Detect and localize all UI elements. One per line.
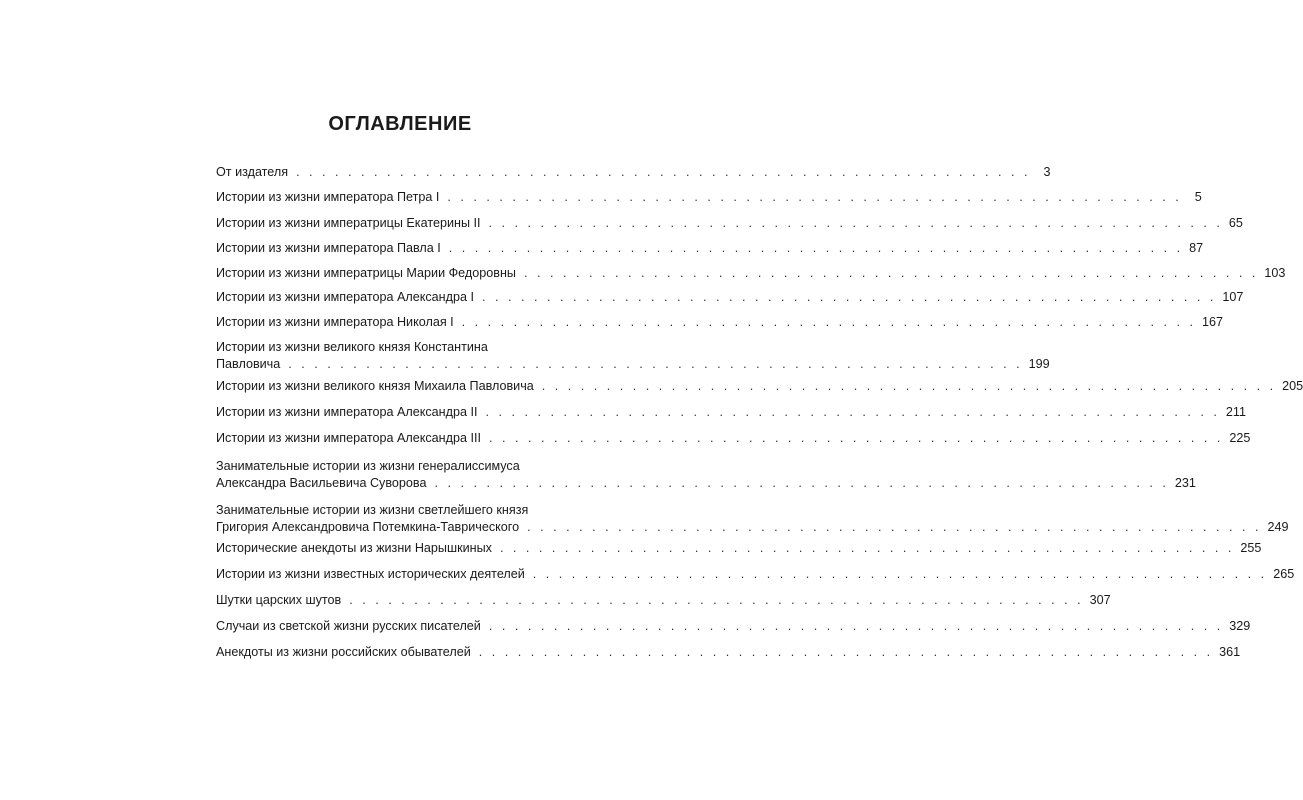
toc-entry-title: Павловича (216, 357, 281, 371)
toc-entry-title: Занимательные истории из жизни светлейшего князя (216, 503, 529, 517)
toc-entry (216, 289, 1244, 306)
toc-entry-title: Истории из жизни императрицы Екатерины II (216, 216, 481, 230)
toc-entry-line (216, 164, 1051, 181)
toc-entry-title: Истории из жизни императора Александра III (216, 431, 481, 445)
dot-leader: . . . . . . . . . . . . . . . . . . . . . . . . . . . . . . . . . . . . . . . . . . . . . . . . . . . . . . . . . (349, 593, 1084, 607)
toc-entry (216, 566, 1295, 583)
toc-page-number: 103 (1264, 266, 1286, 280)
toc-page-number: 211 (1225, 405, 1246, 419)
toc-entry-line (216, 592, 1111, 609)
toc-entry-line (216, 215, 1243, 232)
toc-entry-title: Истории из жизни великого князя Михаила Павловича (216, 379, 534, 393)
toc-entry-title: Истории из жизни императора Александра I (216, 290, 474, 304)
dot-leader: . . . . . . . . . . . . . . . . . . . . . . . . . . . . . . . . . . . . . . . . . . . . . . . . . . . . . . . . . (481, 290, 1217, 304)
dot-leader: . . . . . . . . . . . . . . . . . . . . . . . . . . . . . . . . . . . . . . . . . . . . . . . . . . . . . . . . . (296, 165, 1031, 179)
toc-page-number: 167 (1202, 315, 1224, 329)
toc-entry-title: Шутки царских шутов (216, 593, 342, 607)
toc-entry (216, 404, 1246, 421)
toc-entry-title: От издателя (216, 165, 289, 179)
toc-entry-title: Исторические анекдоты из жизни Нарышкиных (216, 541, 492, 555)
toc-page-number: 249 (1267, 520, 1289, 534)
dot-leader: . . . . . . . . . . . . . . . . . . . . . . . . . . . . . . . . . . . . . . . . . . . . . . . . . . . . . . . . . (478, 645, 1214, 659)
toc-page-number: 307 (1089, 593, 1111, 607)
toc-page-number: 5 (1194, 190, 1202, 204)
toc-entry-title: Занимательные истории из жизни генералиссимуса (216, 459, 520, 473)
toc-entry-title: Истории из жизни императрицы Марии Федоровны (216, 266, 516, 280)
toc-entry-title: Истории из жизни императора Павла I (216, 241, 441, 255)
toc-entry-line (216, 339, 598, 356)
toc-entry (216, 430, 1251, 447)
toc-page-number: 199 (1028, 357, 1050, 371)
toc-entry-line (216, 644, 1241, 661)
dot-leader: . . . . . . . . . . . . . . . . . . . . . . . . . . . . . . . . . . . . . . . . . . . . . . . . . . . . . . . . . (288, 357, 1023, 371)
toc-entry-line (216, 502, 598, 519)
dot-leader: . . . . . . . . . . . . . . . . . . . . . . . . . . . . . . . . . . . . . . . . . . . . . . . . . . . . . . . . . (461, 315, 1197, 329)
toc-entry-line (216, 430, 1251, 447)
toc-entry-line (216, 240, 1204, 257)
toc-page-number: 107 (1222, 290, 1244, 304)
toc-entry-title: Александра Васильевича Суворова (216, 476, 427, 490)
toc-entry (216, 592, 1111, 609)
toc-entry-line (216, 475, 1196, 492)
toc-entry (216, 378, 1303, 395)
toc-entry (216, 618, 1251, 635)
toc-entry-line (216, 378, 1303, 395)
toc-page-number: 65 (1228, 216, 1243, 230)
dot-leader: . . . . . . . . . . . . . . . . . . . . . . . . . . . . . . . . . . . . . . . . . . . . . . . . . . . . . . . . . (532, 567, 1268, 581)
toc-entry-line (216, 458, 598, 475)
toc-page-number: 329 (1229, 619, 1251, 633)
toc-entry (216, 240, 1204, 257)
toc-page-number: 255 (1240, 541, 1262, 555)
dot-leader: . . . . . . . . . . . . . . . . . . . . . . . . . . . . . . . . . . . . . . . . . . . . . . . . . . . . . . . . . (527, 520, 1262, 534)
toc-page-number: 361 (1219, 645, 1241, 659)
toc-entry-title: Истории из жизни великого князя Константина (216, 340, 488, 354)
toc-entry-line (216, 356, 1050, 373)
toc-entry-line (216, 519, 1289, 536)
toc-entry-line (216, 265, 1286, 282)
toc-entry-line (216, 566, 1295, 583)
toc-entry (216, 314, 1224, 331)
toc-title: ОГЛАВЛЕНИЕ (328, 113, 472, 135)
toc-entry (216, 164, 1051, 181)
toc-entry-title: Истории из жизни известных исторических деятелей (216, 567, 525, 581)
toc-entry (216, 339, 1050, 373)
dot-leader: . . . . . . . . . . . . . . . . . . . . . . . . . . . . . . . . . . . . . . . . . . . . . . . . . . . . . . . . . (488, 216, 1223, 230)
dot-leader: . . . . . . . . . . . . . . . . . . . . . . . . . . . . . . . . . . . . . . . . . . . . . . . . . . . . . . . . . (523, 266, 1259, 280)
toc-entry-line (216, 189, 1202, 206)
toc-entry-line (216, 618, 1251, 635)
toc-entry-title: Истории из жизни императора Александра II (216, 405, 478, 419)
toc-entry-line (216, 540, 1262, 557)
toc-entry (216, 215, 1243, 232)
dot-leader: . . . . . . . . . . . . . . . . . . . . . . . . . . . . . . . . . . . . . . . . . . . . . . . . . . . . . . . . . (541, 379, 1277, 393)
toc-entry-title: Истории из жизни императора Петра I (216, 190, 440, 204)
dot-leader: . . . . . . . . . . . . . . . . . . . . . . . . . . . . . . . . . . . . . . . . . . . . . . . . . . . . . . . . . (448, 241, 1184, 255)
toc-page-number: 225 (1229, 431, 1251, 445)
dot-leader: . . . . . . . . . . . . . . . . . . . . . . . . . . . . . . . . . . . . . . . . . . . . . . . . . . . . . . . . . (434, 476, 1169, 490)
dot-leader: . . . . . . . . . . . . . . . . . . . . . . . . . . . . . . . . . . . . . . . . . . . . . . . . . . . . . . . . . (485, 405, 1220, 419)
toc-page-number: 265 (1273, 567, 1295, 581)
toc-entry (216, 458, 1196, 492)
toc-page-number: 3 (1043, 165, 1051, 179)
toc-entry-title: Анекдоты из жизни российских обывателей (216, 645, 471, 659)
dot-leader: . . . . . . . . . . . . . . . . . . . . . . . . . . . . . . . . . . . . . . . . . . . . . . . . . . . . . . . . . (488, 431, 1224, 445)
toc-entry-line (216, 289, 1244, 306)
toc-page-number: 231 (1174, 476, 1196, 490)
toc-entry-title: Истории из жизни императора Николая I (216, 315, 454, 329)
dot-leader: . . . . . . . . . . . . . . . . . . . . . . . . . . . . . . . . . . . . . . . . . . . . . . . . . . . . . . . . . (499, 541, 1235, 555)
toc-entry (216, 644, 1241, 661)
toc-entry (216, 189, 1202, 206)
dot-leader: . . . . . . . . . . . . . . . . . . . . . . . . . . . . . . . . . . . . . . . . . . . . . . . . . . . . . . . . . (488, 619, 1224, 633)
toc-entry (216, 265, 1286, 282)
toc-entry-title: Григория Александровича Потемкина-Таврического (216, 520, 520, 534)
dot-leader: . . . . . . . . . . . . . . . . . . . . . . . . . . . . . . . . . . . . . . . . . . . . . . . . . . . . . . . . . (447, 190, 1182, 204)
toc-entry (216, 540, 1262, 557)
toc-page-number: 205 (1282, 379, 1303, 393)
toc-entry-line (216, 404, 1246, 421)
toc-entry-line (216, 314, 1224, 331)
toc-entry-title: Случаи из светской жизни русских писателей (216, 619, 481, 633)
toc-entry (216, 502, 1289, 536)
toc-page-number: 87 (1189, 241, 1204, 255)
